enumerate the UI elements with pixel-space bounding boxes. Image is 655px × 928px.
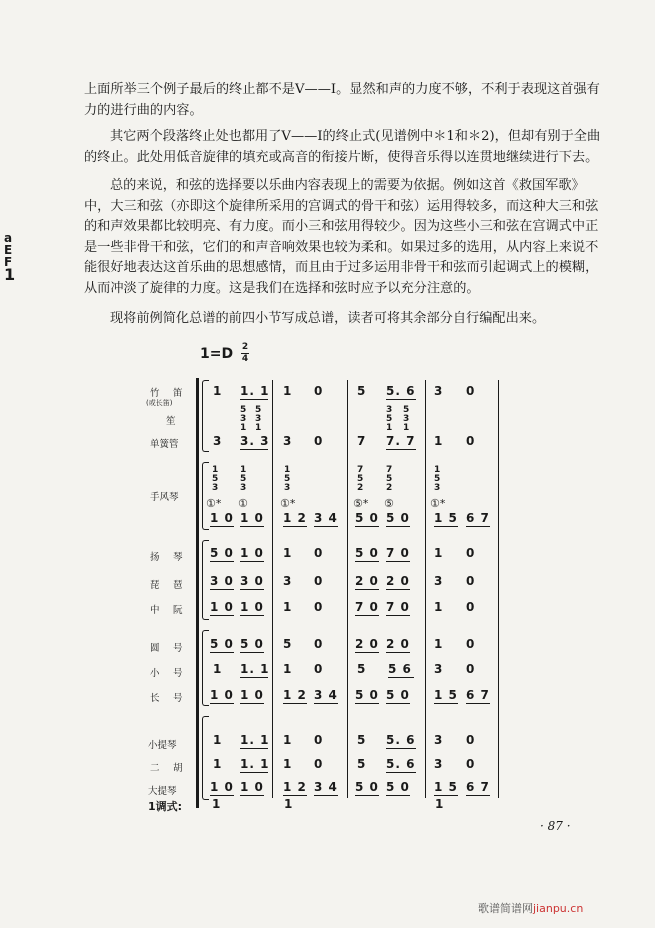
watermark-en: jianpu.cn — [533, 902, 584, 915]
paragraph-4: 现将前例简化总谱的前四小节写成总谱，读者可将其余部分自行编配出来。 — [110, 311, 546, 326]
watermark-cn: 歌谱简谱网 — [478, 902, 533, 915]
label-trumpet: 小 号 — [150, 668, 185, 679]
paragraph-3: 总的来说，和弦的选择要以乐曲内容表现上的需要为依据。例如这首《救国军歌》中，大三和弦（亦即这个旋律所采用的宫调式的骨干和弦）运用得较多，而这种大三和弦的和声效果都比较明亮、有力度。而小三和弦用得较少。因为这些小三和弦在宫调式中正是一些非骨干和弦，它们的和声音响效果也较为柔和。如果过多的选用，从内容上来说不能很好地表达这首乐曲的思想感情，而且由于过多运用非骨干和弦而引起调式上的模糊，从而冲淡了旋律的力度。这是我们在选择和弦时应予以充分注意的。 — [84, 178, 599, 296]
key-signature: 1=D — [200, 346, 234, 362]
label-horn: 圆 号 — [150, 643, 185, 654]
page-number: · 87 · — [540, 819, 571, 833]
label-accordion: 手风琴 — [150, 492, 179, 503]
label-trombone: 长 号 — [150, 693, 185, 704]
label-pipa: 琵 琶 — [150, 580, 185, 591]
label-yangqin: 扬 琴 — [150, 552, 185, 563]
label-dizi: 竹 笛 — [150, 388, 185, 399]
label-erhu: 二 胡 — [150, 763, 185, 774]
label-suona: 单簧管 — [150, 439, 179, 450]
watermark — [478, 900, 583, 916]
label-dizi-note: (或长笛) — [146, 399, 173, 407]
label-cello: 大提琴 — [148, 786, 177, 797]
label-violin: 小提琴 — [148, 740, 177, 751]
paragraph-1: 上面所举三个例子最后的终止都不是Ⅴ——Ⅰ。显然和声的力度不够，不利于表现这首强有力的进行曲的内容。 — [84, 82, 600, 118]
label-zhongruan: 中 阮 — [150, 605, 185, 616]
time-signature: 2 4 — [241, 342, 249, 364]
label-sheng: 笙 — [166, 416, 178, 427]
paragraph-2: 其它两个段落终止处也都用了Ⅴ——Ⅰ的终止式(见谱例中＊1和＊2)，但却有别于全曲的终止。此处用低音旋律的填充或高音的衔接片断，使得音乐得以连贯地继续进行下去。 — [84, 129, 601, 165]
tuning-label: 1调式: — [148, 800, 183, 813]
